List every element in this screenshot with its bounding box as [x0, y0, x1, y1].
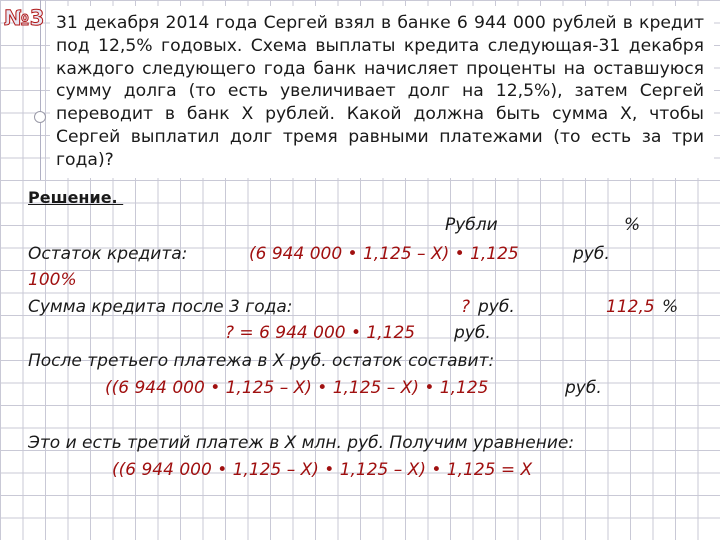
notebook-ring-icon: [34, 111, 46, 123]
solution-heading: Решение.: [28, 188, 124, 207]
after-third-payment-label: После третьего платежа в Х руб. остаток составит:: [28, 351, 495, 371]
sum-equation-unit: руб.: [454, 323, 491, 343]
problem-number-badge: №3: [4, 6, 45, 30]
column-header-percent: %: [624, 215, 641, 235]
sum-after-year-3-unknown: ?: [461, 297, 471, 317]
sum-after-year-3-label: Сумма кредита после 3 года:: [28, 297, 293, 317]
third-payment-label: Это и есть третий платеж в Х млн. руб. Получим уравнение:: [28, 433, 575, 453]
after-third-payment-unit: руб.: [565, 378, 602, 398]
sum-after-year-3-unit: руб.: [478, 297, 515, 317]
remaining-credit-label: Остаток кредита:: [28, 244, 188, 264]
problem-statement: 31 декабря 2014 года Сергей взял в банке 6 944 000 рублей в кредит под 12,5% годовых. Схема выплаты кредита следующая-31 декабря каждого следующего года банк начисляет проценты на оставшуюся сумму долга (то есть увеличивает долг на 12,5%), затем Сергей переводит в банк Х рублей. Какой должна быть сумма Х, чтобы Сергей выплатил долг тремя равными платежами (то есть за три года)?: [56, 13, 704, 170]
remaining-credit-percent: 100%: [28, 270, 77, 290]
sum-equation: ? = 6 944 000 • 1,125: [225, 323, 416, 343]
sum-after-year-3-percent: 112,5: [606, 297, 655, 317]
sum-after-year-3-percent-sign: %: [662, 297, 679, 317]
final-equation: ((6 944 000 • 1,125 – Х) • 1,125 – Х) • 1,125 = Х: [112, 460, 533, 480]
column-header-rubles: Рубли: [445, 215, 498, 235]
remaining-credit-unit: руб.: [573, 244, 610, 264]
remaining-credit-expression: (6 944 000 • 1,125 – Х) • 1,125: [249, 244, 519, 264]
after-third-payment-expression: ((6 944 000 • 1,125 – Х) • 1,125 – Х) • 1,125: [105, 378, 489, 398]
